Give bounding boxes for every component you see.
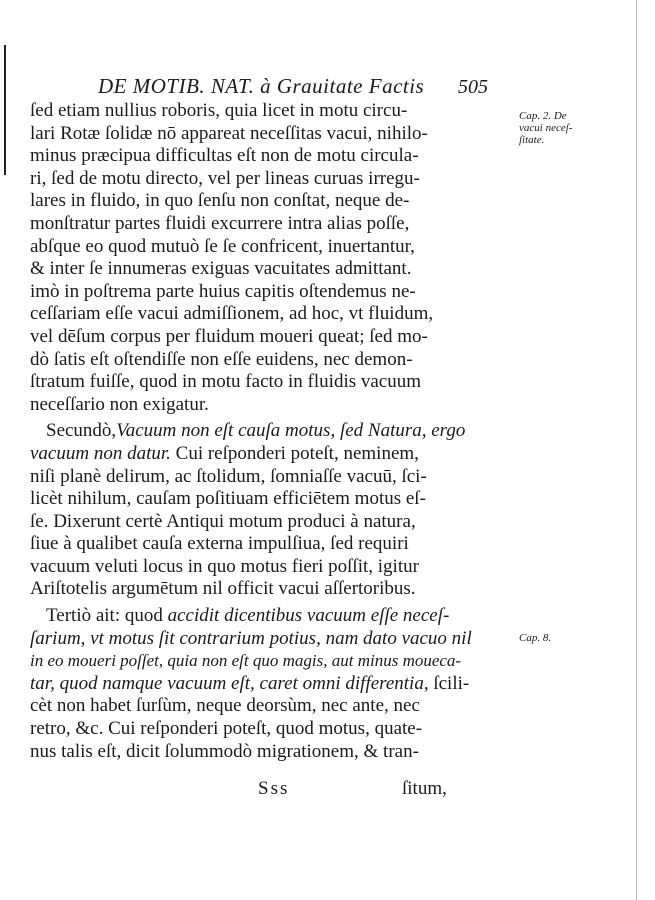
text-line: ſtratum fuiſſe, quod in motu facto in fluidis vacuum	[30, 371, 422, 393]
marginal-note-chapter-2	[519, 110, 609, 146]
page-edge-left	[4, 45, 6, 175]
para2-lead: Secundò,	[46, 420, 117, 442]
text-line: neceſſario non exigatur.	[30, 393, 209, 415]
para3-italic-first: accidit dicentibus vacuum eſſe neceſ-	[167, 605, 450, 627]
body-text	[30, 100, 500, 763]
marginal-note-chapter-8	[519, 632, 609, 644]
marginal-line: Cap. 2. De	[519, 110, 567, 122]
running-title: DE MOTIB. NAT. à Grauitate Factis	[98, 74, 425, 98]
text-line: imò in poſtrema parte huius capitis oſtendemus ne-	[30, 280, 416, 302]
text-line: Ariſtotelis argumētum nil officit vacui aſſertoribus.	[30, 578, 416, 600]
text-line	[30, 673, 500, 696]
running-head	[98, 74, 518, 100]
text-line: lari Rotæ ſolidæ nō appareat neceſſitas vacui, nihilo-	[30, 122, 428, 144]
text-line: ri, ſed de motu directo, vel per lineas curuas irregu-	[30, 167, 420, 189]
para3-tail-3: ſcili-	[428, 672, 470, 694]
para3-italic-3: tar, quod namque vacuum eſt, caret omni differentia,	[30, 672, 429, 694]
marginal-line: Cap. 8.	[519, 632, 552, 644]
text-line: licèt nihilum, cauſam poſitiuam efficiētem motus eſ-	[30, 488, 426, 510]
text-line: retro, &c. Cui reſponderi poteſt, quod motus, quate-	[30, 718, 423, 740]
text-line: abſque eo quod mutuò ſe ſe confricent, inuertantur,	[30, 235, 415, 257]
signature-mark: Sss	[258, 778, 290, 799]
text-line: & inter ſe innumeras exiguas vacuitates admittant.	[30, 258, 412, 280]
text-line: ſiue à qualibet cauſa externa impulſiua, ſed requiri	[30, 533, 409, 555]
text-line: monſtratur partes fluidi excurrere intra alias poſſe,	[30, 212, 410, 234]
text-line: ſed etiam nullius roboris, quia licet in motu circu-	[30, 100, 408, 121]
text-line: ſe. Dixerunt certè Antiqui motum produci à natura,	[30, 510, 416, 532]
text-line: in eo moueri poſſet, quia non eſt quo magis, aut minus moueca-	[30, 651, 462, 671]
text-line: lares in fluido, in quo ſenſu non conſtat, neque de-	[30, 190, 410, 212]
page-number: 505	[458, 76, 488, 98]
text-line: vel dēſum corpus per fluidum moueri queat; ſed mo-	[30, 325, 428, 347]
text-line: nus talis eſt, dicit ſolummodò migrationem, & tran-	[30, 740, 419, 762]
para2-rest-2: Cui reſponderi poteſt, neminem,	[170, 442, 419, 464]
text-line	[30, 605, 500, 628]
catchword: ſitum,	[402, 778, 447, 799]
page-edge-right	[636, 0, 637, 900]
text-line: niſi planè delirum, ac ſtolidum, ſomniaſſe vacuū, ſci-	[30, 465, 427, 487]
text-line: dò ſatis eſt oſtendiſſe non eſſe euidens, nec demon-	[30, 348, 413, 370]
para3-lead: Tertiò ait: quod	[46, 605, 168, 627]
page-footer	[30, 778, 500, 802]
text-line: vacuum veluti locus in quo motus fieri poſſit, igitur	[30, 555, 419, 577]
marginal-line: ſitate.	[519, 134, 545, 146]
text-line: cèt non habet ſurſùm, neque deorsùm, nec ante, nec	[30, 695, 420, 717]
text-line: minus præcipua difficultas eſt non de motu circula-	[30, 145, 419, 167]
text-line: ſarium, vt motus ſit contrarium potius, nam dato vacuo nil	[30, 627, 472, 649]
text-line	[30, 420, 500, 443]
text-line: ceſſariam eſſe vacui admiſſionem, ad hoc, vt fluidum,	[30, 303, 434, 325]
text-line	[30, 443, 500, 466]
para2-italic-2: vacuum non datur.	[30, 442, 171, 464]
para2-italic-1: Vacuum non eſt cauſa motus, ſed Natura, ergo	[116, 420, 466, 442]
marginal-line: vacui neceſ-	[519, 122, 573, 134]
